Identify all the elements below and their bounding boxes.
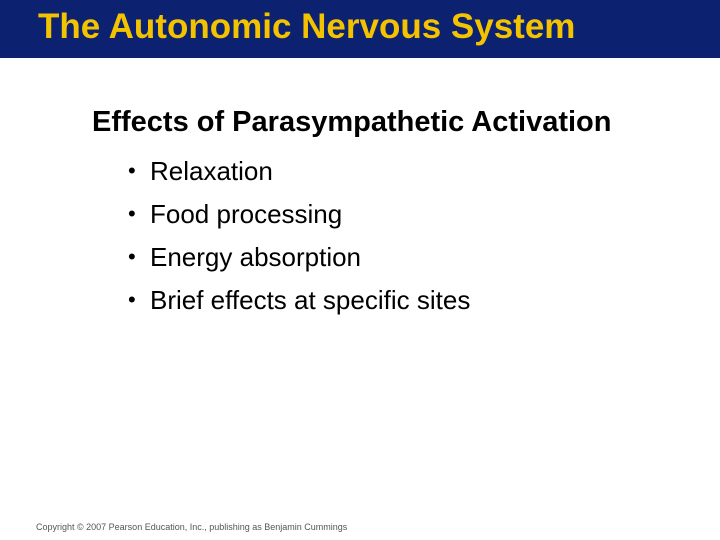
bullet-item-energy-absorption — [128, 235, 470, 278]
slide-title: The Autonomic Nervous System — [38, 7, 576, 46]
slide-subtitle: Effects of Parasympathetic Activation — [92, 106, 612, 138]
bullet-icon: • — [128, 243, 136, 269]
bullet-list — [128, 149, 470, 321]
bullet-item-brief-effects — [128, 278, 470, 321]
copyright-footer: Copyright © 2007 Pearson Education, Inc., publishing as Benjamin Cummings — [36, 522, 348, 532]
title-bar — [0, 0, 720, 58]
bullet-item-food-processing — [128, 192, 470, 235]
bullet-text: Relaxation — [150, 155, 273, 186]
bullet-text: Energy absorption — [150, 241, 362, 272]
bullet-text: Brief effects at specific sites — [150, 284, 471, 315]
bullet-text: Food processing — [150, 198, 343, 229]
bullet-icon: • — [128, 286, 136, 312]
bullet-item-relaxation — [128, 149, 470, 192]
bullet-icon: • — [128, 200, 136, 226]
bullet-icon: • — [128, 157, 136, 183]
